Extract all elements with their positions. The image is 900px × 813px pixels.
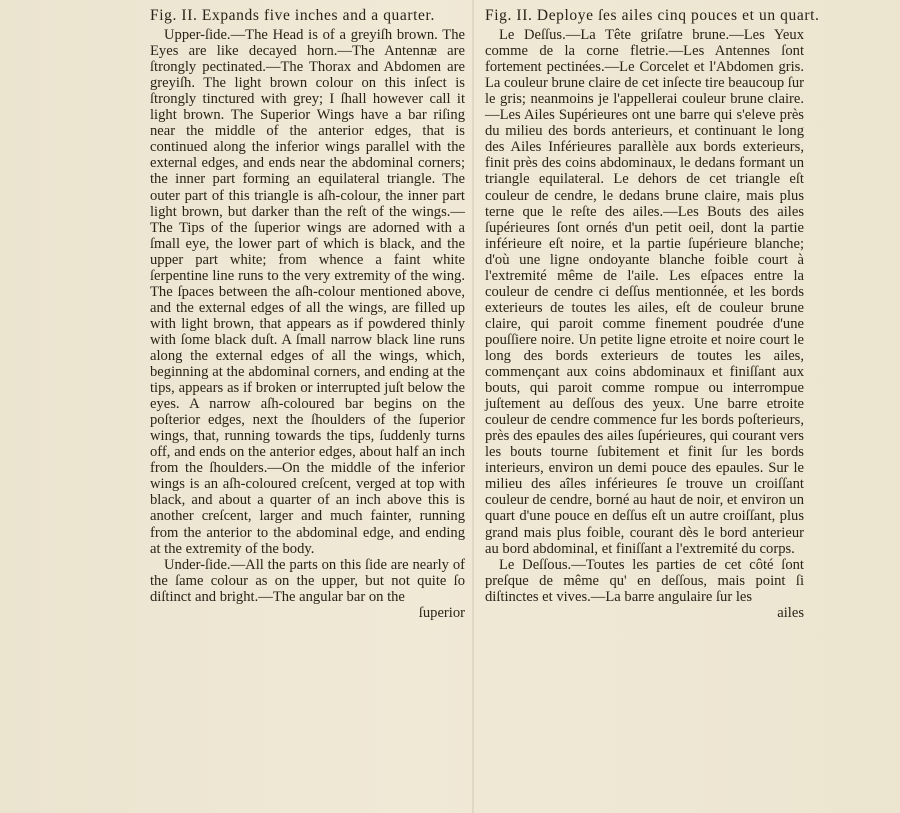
english-catchword: ſuperior bbox=[418, 604, 465, 621]
french-dessus-paragraph: Le Deſſus.—La Tête griſatre brune.—Les Yeux comme de la corne fletrie.—Les Antennes ſont fortement pectinées.—Le Corcelet et l'Abdomen gris. La couleur brune claire de cet inſecte tire beaucoup ſur le gris; neanmoins je l'appellerai couleur brune claire.—Les Ailes Supérieures ont une barre qui s'eleve près du milieu des bords anterieurs, et continuant le long des Ailes Inférieures parallèle aux bords exterieurs, finit près des coins abdominaux, le dedans formant un triangle equilateral. Le dehors de cet triangle eſt couleur de cendre, le dedans brune claire, mais plus terne que le reſte des ailes.—Les Bouts des ailes ſupérieures ſont ornés d'un petit oeil, dont la partie inférieure eſt noire, et la partie ſupérieure blanche; d'où une ligne ondoyante blanche foible court à l'extremité même de l'aile. Les eſpaces entre la couleur de cendre ci deſſus mentionnée, et les bords exterieurs de toutes les ailes, eſt de couleur brune claire, qui paroit comme finement poudrée d'une pouſſiere noire. Un petite ligne etroite et noire court le long des bords exterieurs de toutes les ailes, commençant aux coins abdominaux et finiſſant aux bouts, qui paroit comme rompue ou interrompue juſtement au deſſous des yeux. Une barre etroite couleur de cendre commence fur les bords poſterieurs, près des epaules des ailes ſupérieures, qui courant vers les bouts tourne ſubitement et finit ſur les bords interieurs, environ un demi pouce des epaules. Sur le milieu des aîles inférieures ſe trouve un croiſſant couleur de cendre, borné au haut de noir, et environ un quart d'une pouce en deſſus eſt un autre croiſſant, plus grand mais plus foible, courant dès le bord anterieur au bord abdominal, et finiſſant a l'extremité du corps. bbox=[485, 27, 804, 557]
french-heading: Fig. II. Deploye ſes ailes cinq pouces et un quart. bbox=[485, 7, 820, 24]
french-dessous-paragraph: Le Deſſous.—Toutes les parties de cet côté ſont preſque de même qu' en deſſous, mais point ſi diſtinctes et vives.—La barre angulaire ſur les bbox=[485, 556, 804, 605]
english-upper-side-paragraph: Upper-ſide.—The Head is of a greyiſh brown. The Eyes are like decayed horn.—The Antennæ are ſtrongly pectinated.—The Thorax and Abdomen are greyiſh. The light brown colour on this inſect is ſtrongly tinctured with grey; I ſhall however call it light brown. The Superior Wings have a bar riſing near the middle of the anterior edges, that is continued along the inferior wings parallel with the external edges, and ends near the abdominal corners; the inner part forming an equilateral triangle. The outer part of this triangle is aſh-colour, the inner part light brown, but darker than the reſt of the wings.—The Tips of the ſuperior wings are adorned with a ſmall eye, the lower part of which is black, and the upper part white; from whence a faint white ſerpentine line runs to the very extremity of the wing. The ſpaces between the aſh-colour mentioned above, and the external edges of all the wings, are filled up with light brown, that appears as if powdered thinly with ſome black duſt. A ſmall narrow black line runs along the external edges of all the wings, which, beginning at the abdominal corners, and ending at the tips, appears as if broken or interrupted juſt below the eyes. A narrow aſh-coloured bar begins on the poſterior edges, next the ſhoulders of the ſuperior wings, that, running towards the tips, ſuddenly turns off, and ends on the anterior edges, about half an inch from the ſhoulders.—On the middle of the inferior wings is an aſh-coloured creſcent, verged at top with black, and about a quarter of an inch above this is another creſcent, larger and much fainter, running from the anterior to the abdominal edge, and ending at the extremity of the body. bbox=[150, 27, 465, 557]
english-column bbox=[150, 8, 465, 621]
column-divider bbox=[472, 0, 474, 813]
english-heading: Fig. II. Expands five inches and a quarter. bbox=[150, 7, 435, 24]
french-column bbox=[485, 7, 820, 621]
french-catchword: ailes bbox=[777, 604, 804, 621]
english-under-side-paragraph: Under-ſide.—All the parts on this ſide are nearly of the ſame colour as on the upper, but not quite ſo diſtinct and bright.—The angular bar on the bbox=[150, 556, 465, 605]
